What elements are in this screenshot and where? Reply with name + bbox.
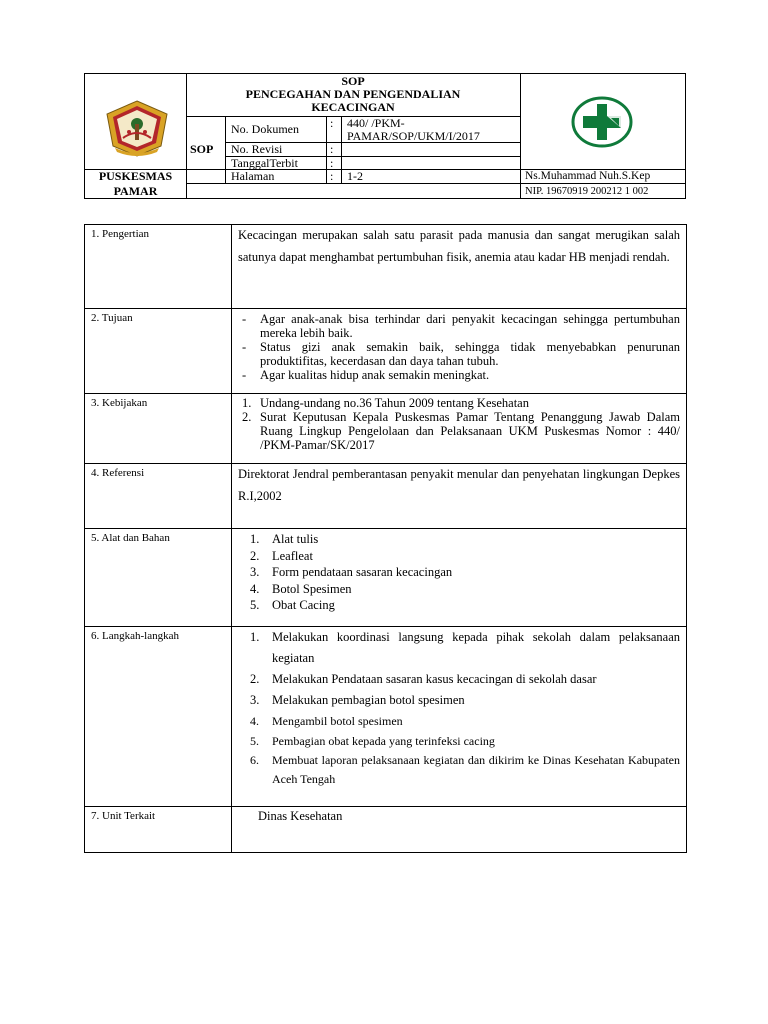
signer-name: Ns.Muhammad Nuh.S.Kep <box>525 170 651 182</box>
sop-label: SOP <box>190 142 214 156</box>
list-item: 2. Leafleat <box>250 548 313 563</box>
field-label-halaman: Halaman <box>231 169 275 183</box>
list-item: 1. Undang-undang no.36 Tahun 2009 tentang Kesehatan <box>242 396 529 410</box>
section-row-pengertian <box>85 225 687 309</box>
section-label: 1. Pengertian <box>85 225 232 309</box>
list-item: 2. Surat Keputusan Kepala Puskesmas Pamar Tentang Penanggung Jawab Dalam Ruang Lingkup Pengelolaan dan Pelaksanaan UKM Puskesmas Nomor : 440/ /PKM-Pamar/SK/2017 <box>242 410 680 452</box>
list-item: 5. Pembagian obat kepada yang terinfeksi cacing <box>250 734 495 748</box>
field-separator: : <box>330 116 334 130</box>
field-value-no-dokumen: 440/ /PKM- <box>347 116 405 130</box>
field-value-halaman: 1-2 <box>347 169 363 183</box>
section-row-kebijakan <box>85 394 687 464</box>
list-item: 2. Melakukan Pendataan sasaran kasus kecacingan di sekolah dasar <box>250 672 597 686</box>
list-item: - Agar kualitas hidup anak semakin meningkat. <box>238 368 680 382</box>
field-separator: : <box>330 142 334 156</box>
document-type-title: SOP <box>341 74 365 88</box>
field-label-no-revisi: No. Revisi <box>231 142 283 156</box>
list-item: - Agar anak-anak bisa terhindar dari penyakit kecacingan sehingga pertumbuhan mereka lebih baik. <box>238 312 680 340</box>
section-text-pengertian: Kecacingan merupakan salah satu parasit pada manusia dan sangat merugikan salah satunya dapat menghambat pertumbuhan fisik, anemia atau kadar HB menjadi rendah. <box>238 228 680 264</box>
sop-content-table <box>84 224 687 853</box>
field-label-tanggal-terbit: TanggalTerbit <box>231 156 298 170</box>
field-label-no-dokumen: No. Dokumen <box>231 122 299 136</box>
header-divider <box>520 74 521 198</box>
list-item: 3. Form pendataan sasaran kecacingan <box>250 565 453 579</box>
section-row-unit-terkait <box>85 807 687 853</box>
list-item: 5. Obat Cacing <box>250 598 335 612</box>
list-item: 4. Botol Spesimen <box>250 581 352 596</box>
list-item: 4. Mengambil botol spesimen <box>250 714 403 728</box>
section-row-tujuan <box>85 309 687 394</box>
district-emblem-icon <box>101 98 173 158</box>
header-divider <box>225 116 226 183</box>
document-title-line: KECACINGAN <box>311 100 395 114</box>
section-row-langkah <box>85 627 687 807</box>
section-row-alat-bahan <box>85 529 687 627</box>
org-name: PAMAR <box>113 184 158 198</box>
list-item: 6. Membuat laporan pelaksanaan kegiatan dan dikirim ke Dinas Kesehatan Kabupaten Aceh Tengah <box>250 753 680 786</box>
section-label: 3. Kebijakan <box>85 394 232 464</box>
list-item: 3. Melakukan pembagian botol spesimen <box>250 693 465 707</box>
sop-header-table <box>84 73 686 199</box>
document-title-line: PENCEGAHAN DAN PENGENDALIAN <box>245 87 461 101</box>
signer-nip: NIP. 19670919 200212 1 002 <box>525 186 649 197</box>
field-separator: : <box>330 169 334 183</box>
puskesmas-cross-icon <box>571 96 633 148</box>
field-value-no-dokumen: PAMAR/SOP/UKM/I/2017 <box>347 129 480 143</box>
section-label: 5. Alat dan Bahan <box>85 529 232 627</box>
header-divider <box>326 116 327 183</box>
list-item: 1. Melakukan koordinasi langsung kepada pihak sekolah dalam pelaksanaan kegiatan <box>250 630 680 665</box>
section-text-referensi: Direktorat Jendral pemberantasan penyakit menular dan penyehatan lingkungan Depkes R.I,2002 <box>238 467 680 503</box>
section-label: 4. Referensi <box>85 464 232 529</box>
section-text-unit: Dinas Kesehatan <box>232 807 687 853</box>
section-label: 7. Unit Terkait <box>85 807 232 853</box>
org-name: PUSKESMAS <box>98 169 173 183</box>
section-label: 6. Langkah-langkah <box>85 627 232 807</box>
field-separator: : <box>330 156 334 170</box>
section-label: 2. Tujuan <box>85 309 232 394</box>
section-row-referensi <box>85 464 687 529</box>
header-divider <box>341 116 342 183</box>
list-item: - Status gizi anak semakin baik, sehingga tidak menyebabkan penurunan produktifitas, kecerdasan dan daya tahan tubuh. <box>238 340 680 368</box>
list-item: 1. Alat tulis <box>250 532 319 546</box>
header-divider <box>186 183 685 184</box>
